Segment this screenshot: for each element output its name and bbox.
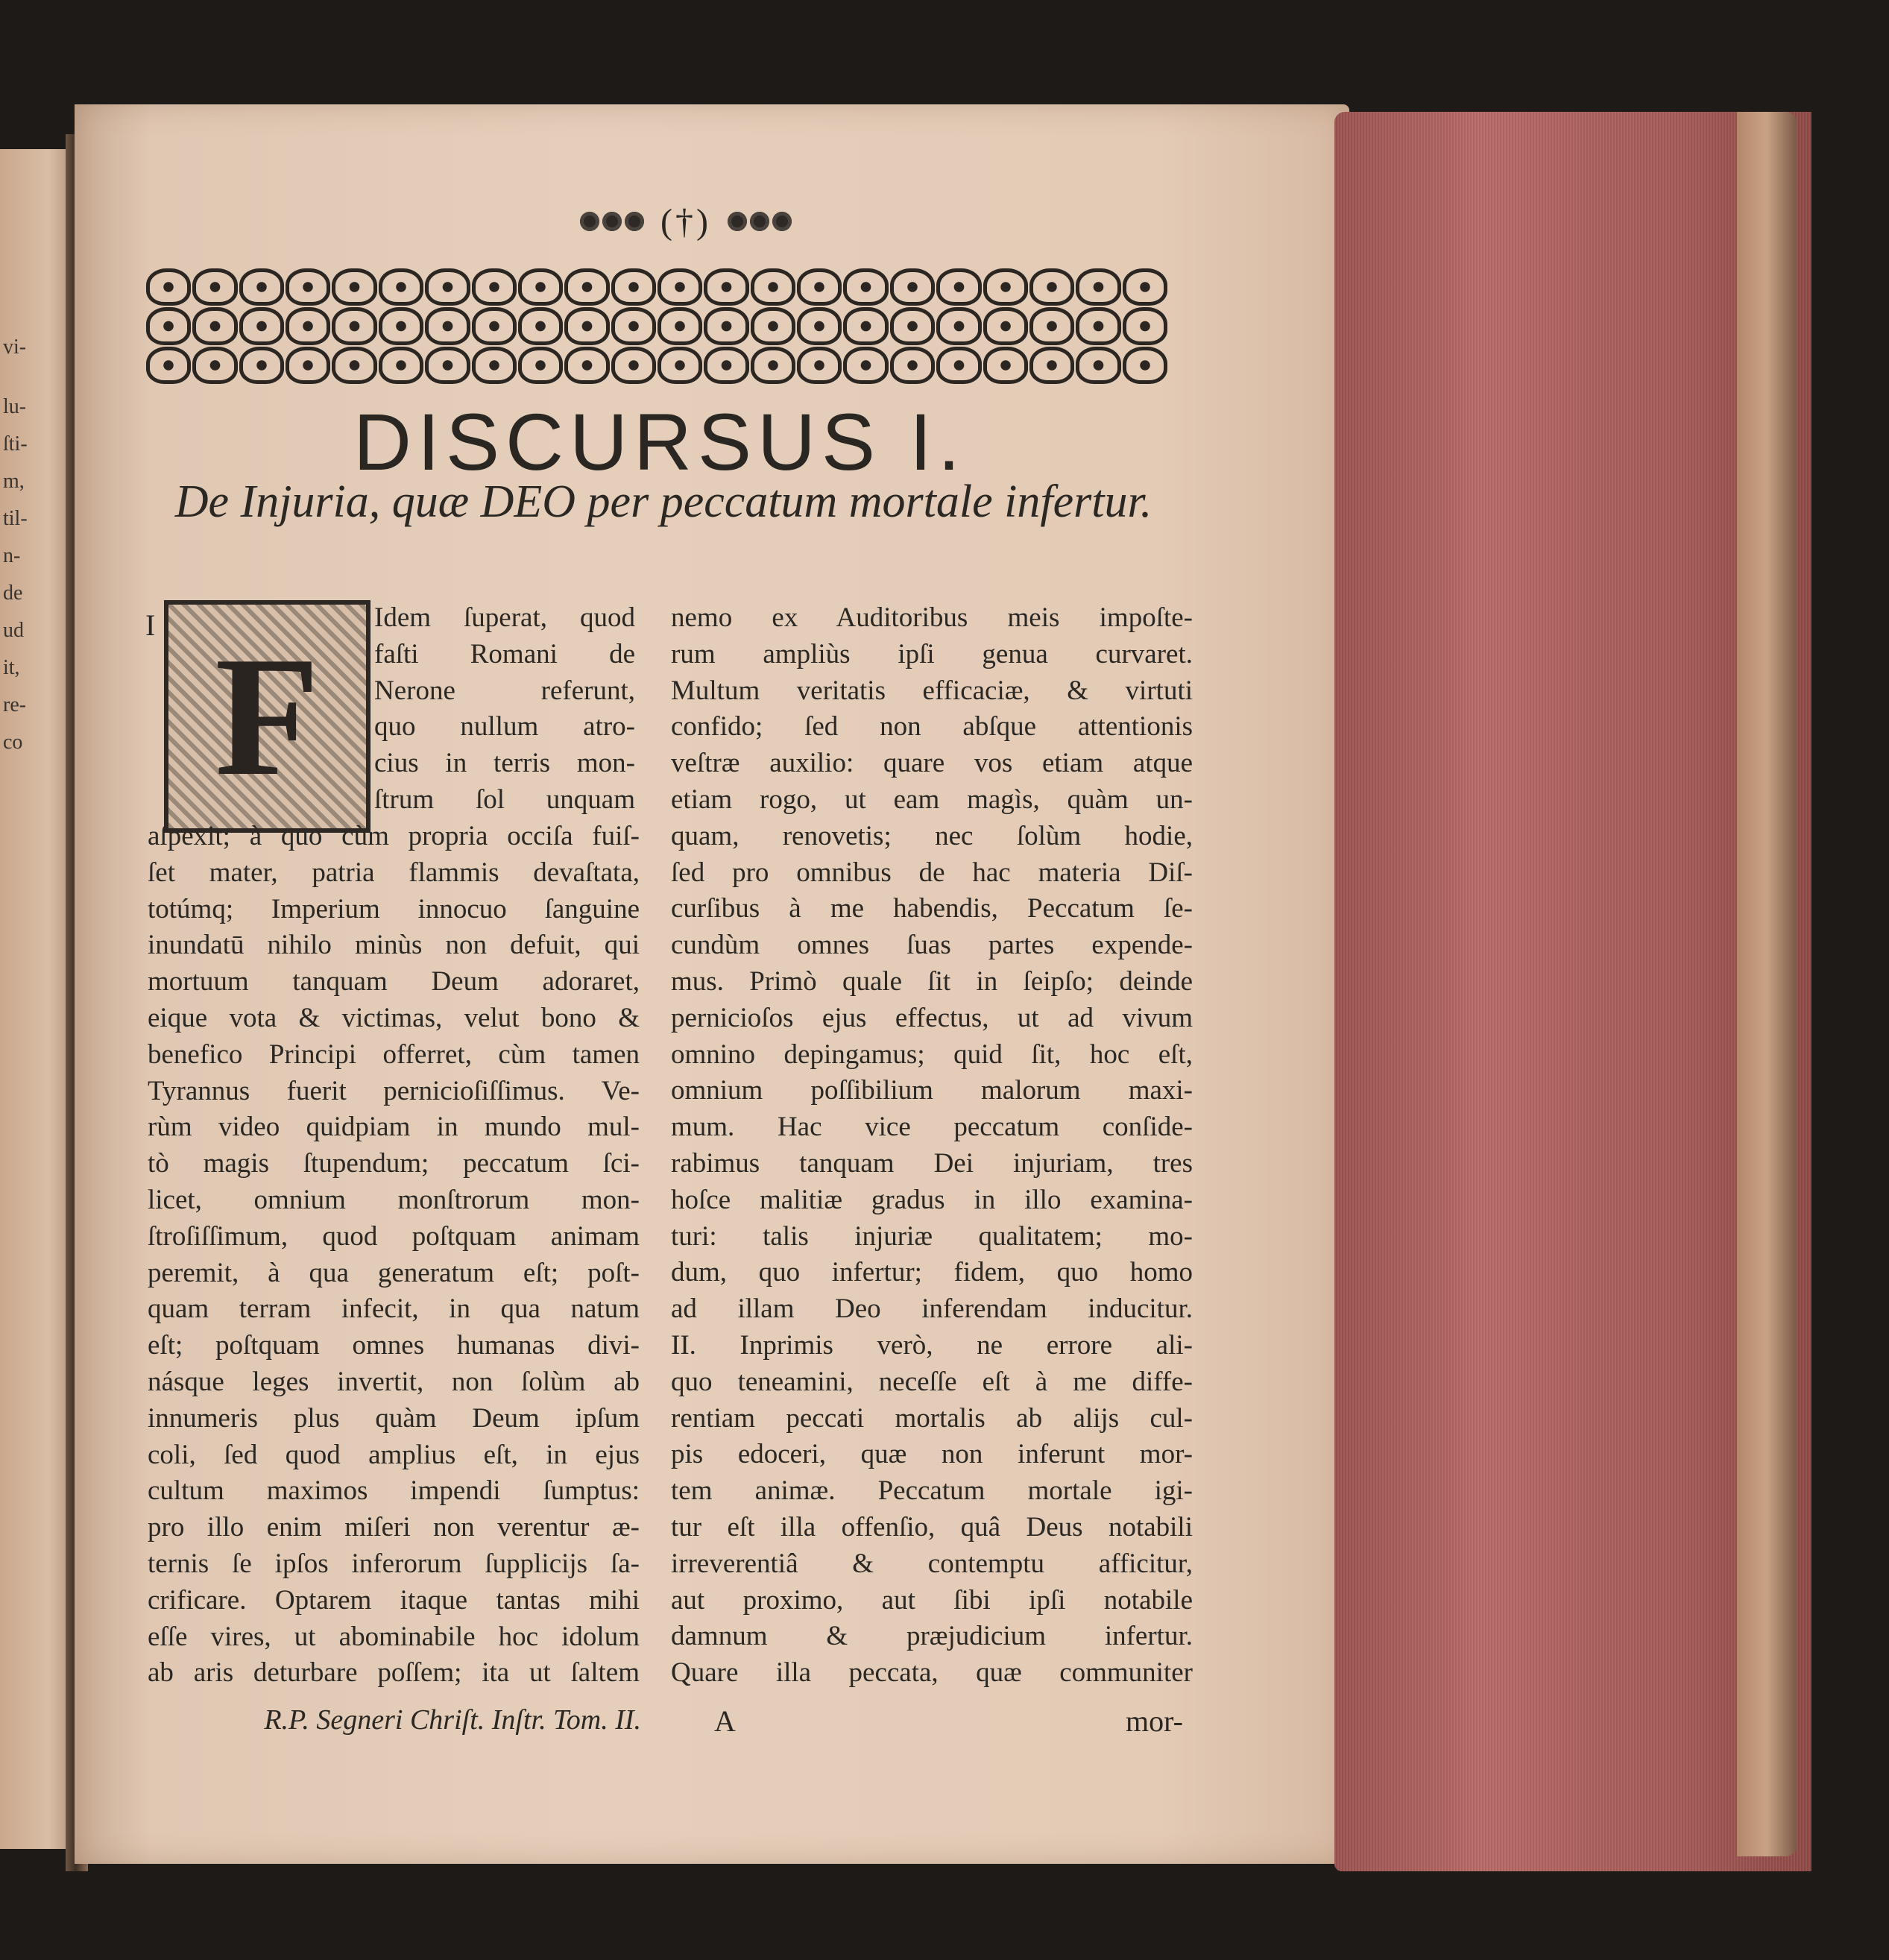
text-line: Idem ſuperat, quod [374,602,635,633]
text-line: ab aris deturbare poſſem; ita ut ſaltem [148,1657,640,1689]
ornament-scroll-icon [1029,347,1074,384]
text-line: eſt; poſtquam omnes humanas divi- [148,1330,640,1361]
page-signature: (†) [660,201,711,242]
ornament-scroll-icon [239,307,284,344]
ornament-scroll-icon [146,347,191,384]
initial-capital-letter: I [145,608,156,642]
ornament-scroll-icon [425,307,470,344]
ornament-scroll-icon [379,307,423,344]
ornament-scroll-icon [192,268,237,306]
text-line: Multum veritatis efficaciæ, & virtuti [671,675,1193,706]
running-head [522,195,850,248]
text-line: mum. Hac vice peccatum conſide- [671,1112,1193,1143]
text-line: tur eſt illa offenſio, quâ Deus notabili [671,1511,1193,1543]
ornament-scroll-icon [1076,347,1120,384]
discourse-subtitle: De Injuria, quæ DEO per peccatum mortale infertur. [174,476,1152,527]
ornament-scroll-icon [704,307,748,344]
text-line: cundùm omnes ſuas partes expende- [671,930,1193,961]
ornament-scroll-icon [1029,307,1074,344]
ornament-scroll-icon [518,268,563,306]
text-line: rùm video quidpiam in mundo mul- [148,1112,640,1143]
ornament-scroll-icon [472,268,517,306]
text-line: dum, quo infertur; fidem, quo homo [671,1257,1193,1288]
ornament-scroll-icon [983,307,1028,344]
text-line: rum ampliùs ipſi genua curvaret. [671,638,1193,669]
text-line: curſibus à me habendis, Peccatum ſe- [671,893,1193,924]
ornament-scroll-icon [192,307,237,344]
left-page-text-fragment: co [3,731,23,754]
ornament-scroll-icon [657,307,702,344]
ornament-scroll-icon [843,347,888,384]
ornament-scroll-icon [518,307,563,344]
left-page-text-fragment: re- [3,693,27,716]
text-line: nemo ex Auditoribus meis impoſte- [671,602,1193,633]
drop-cap-letter: F [215,621,320,811]
text-line: ſtroſiſſimum, quod poſtquam animam [148,1220,640,1252]
ornament-scroll-icon [983,347,1028,384]
text-line: ſet mater, patria flammis devaſtata, [148,857,640,888]
ornament-scroll-icon [192,347,237,384]
ornament-scroll-icon [751,307,795,344]
text-line: mus. Primò quale ſit in ſeipſo; deinde [671,965,1193,997]
ornamental-headpiece-band [146,268,1167,384]
ornament-scroll-icon [936,347,981,384]
discourse-title: DISCURSUS I. [353,397,967,487]
text-line: damnum & præjudicium infertur. [671,1621,1193,1652]
text-column-left-top [374,600,635,819]
text-line: inundatū nihilo minùs non defuit, qui [148,930,640,961]
text-line: eique vota & victimas, velut bono & [148,1002,640,1033]
ornament-scroll-icon [239,268,284,306]
text-line: licet, omnium monſtrorum mon- [148,1184,640,1215]
ornament-scroll-icon [751,268,795,306]
text-line: benefico Principi offerret, cùm tamen [148,1039,640,1070]
text-line: turi: talis injuriæ qualitatem; mo- [671,1220,1193,1252]
ornament-scroll-icon [751,347,795,384]
ornament-scroll-icon [425,347,470,384]
ornament-scroll-icon [936,268,981,306]
text-line: cius in terris mon- [374,748,635,779]
text-line: confido; ſed non abſque attentionis [671,711,1193,743]
text-line: pernicioſos ejus effectus, ut ad vivum [671,1002,1193,1033]
text-line: coli, ſed quod amplius eſt, in ejus [148,1439,640,1470]
ornament-scroll-icon [332,268,376,306]
ornament-scroll-icon [425,268,470,306]
fleuron-right-icon [728,212,792,231]
ornament-scroll-icon [797,307,842,344]
text-line: mortuum tanquam Deum adoraret, [148,966,640,998]
text-line: rentiam peccati mortalis ab alijs cul- [671,1402,1193,1434]
left-page-text-fragment: it, [3,656,20,679]
text-line: ad illam Deo inferendam inducitur. [671,1293,1193,1325]
ornament-scroll-icon [564,307,609,344]
ornament-scroll-icon [332,307,376,344]
ornament-scroll-icon [1076,307,1120,344]
left-page-text-fragment: n- [3,544,21,567]
ornament-scroll-icon [704,268,748,306]
text-line: pis edoceri, quæ non inferunt mor- [671,1439,1193,1470]
text-line: pro illo enim miſeri non verentur æ- [148,1512,640,1543]
ornament-scroll-icon [564,268,609,306]
text-line: totúmq; Imperium innocuo ſanguine [148,893,640,924]
text-line: quam, renovetis; nec ſolùm hodie, [671,820,1193,851]
ornament-scroll-icon [797,347,842,384]
text-line: Tyrannus fuerit pernicioſiſſimus. Ve- [148,1075,640,1106]
left-page-text-fragment: til- [3,507,28,530]
ornament-scroll-icon [936,307,981,344]
ornament-scroll-icon [1076,268,1120,306]
text-line: veſtræ auxilio: quare vos etiam atque [671,748,1193,779]
left-page-text-fragment: ud [3,619,24,642]
text-line: etiam rogo, ut eam magìs, quàm un- [671,784,1193,815]
ornament-scroll-icon [1029,268,1074,306]
ornament-scroll-icon [146,307,191,344]
ornament-scroll-icon [286,347,330,384]
ornament-scroll-icon [1123,268,1167,306]
text-line: quam terram infecit, in qua natum [148,1293,640,1325]
ornament-scroll-icon [239,347,284,384]
ornament-scroll-icon [890,307,935,344]
text-line: Quare illa peccata, quæ communiter [671,1657,1193,1689]
ornament-scroll-icon [890,347,935,384]
ornament-scroll-icon [379,347,423,384]
text-line: rabimus tanquam Dei injuriam, tres [671,1147,1193,1179]
text-line: omnium poſſibilium malorum maxi- [671,1075,1193,1106]
text-line: innumeris plus quàm Deum ipſum [148,1402,640,1434]
ornament-scroll-icon [843,268,888,306]
text-line: quo nullum atro- [374,711,635,743]
left-page-text-fragment: ſti- [3,432,28,456]
text-line: eſſe vires, ut abominabile hoc idolum [148,1621,640,1652]
text-line: quo teneamini, neceſſe eſt à me diffe- [671,1366,1193,1397]
left-page-text-fragment: vi- [3,335,27,359]
text-line: II. Inprimis verò, ne errore ali- [671,1329,1193,1361]
ornament-scroll-icon [890,268,935,306]
text-line: crificare. Optarem itaque tantas mihi [148,1584,640,1616]
text-line: ternis ſe ipſos inferorum ſupplicijs ſa- [148,1548,640,1579]
ornament-scroll-icon [472,347,517,384]
left-page-text-fragment: de [3,582,23,605]
ornament-scroll-icon [843,307,888,344]
ornament-scroll-icon [286,307,330,344]
left-page-text-fragment: lu- [3,395,27,418]
ornament-scroll-icon [1123,347,1167,384]
ornament-scroll-icon [332,347,376,384]
ornament-scroll-icon [797,268,842,306]
ornament-scroll-icon [611,307,656,344]
ornament-scroll-icon [704,347,748,384]
text-line: hoſce malitiæ gradus in illo examina- [671,1184,1193,1215]
footer-signature-mark: A [714,1704,736,1738]
text-line: Nerone referunt, [374,675,635,706]
ornament-scroll-icon [472,307,517,344]
text-column-right [671,600,1193,1692]
text-line: ſtrum ſol unquam [374,784,635,815]
left-page-text-fragment: m, [3,470,25,493]
ornament-scroll-icon [564,347,609,384]
ornament-scroll-icon [983,268,1028,306]
text-column-left [148,819,640,1692]
text-line: omnino depingamus; quid ſit, hoc eſt, [671,1039,1193,1070]
text-line: aut proximo, aut ſibi ipſi notabile [671,1584,1193,1616]
ornament-scroll-icon [657,268,702,306]
footer-author-title: R.P. Segneri Chriſt. Inſtr. Tom. II. [264,1704,641,1736]
book-cover-edge [1737,112,1797,1856]
ornament-scroll-icon [286,268,330,306]
ornament-scroll-icon [1123,307,1167,344]
footer-catchword: mor- [1126,1704,1183,1738]
ornament-scroll-icon [146,268,191,306]
text-line: tem animæ. Peccatum mortale igi- [671,1475,1193,1507]
text-line: faſti Romani de [374,638,635,669]
ornament-scroll-icon [518,347,563,384]
text-line: násque leges invertit, non ſolùm ab [148,1366,640,1397]
text-line: tò magis ſtupendum; peccatum ſci- [148,1148,640,1179]
text-line: irreverentiâ & contemptu afficitur, [671,1548,1193,1579]
fleuron-left-icon [580,212,644,231]
ornament-scroll-icon [611,347,656,384]
text-line: cultum maximos impendi ſumptus: [148,1475,640,1507]
ornament-scroll-icon [379,268,423,306]
text-line: ſed pro omnibus de hac materia Diſ- [671,857,1193,888]
ornament-scroll-icon [657,347,702,384]
decorated-drop-cap-icon [164,600,370,833]
text-line: aſpexit; à quo cùm propria occiſa fuiſ- [148,821,640,851]
text-line: peremit, à qua generatum eſt; poſt- [148,1257,640,1288]
ornament-scroll-icon [611,268,656,306]
